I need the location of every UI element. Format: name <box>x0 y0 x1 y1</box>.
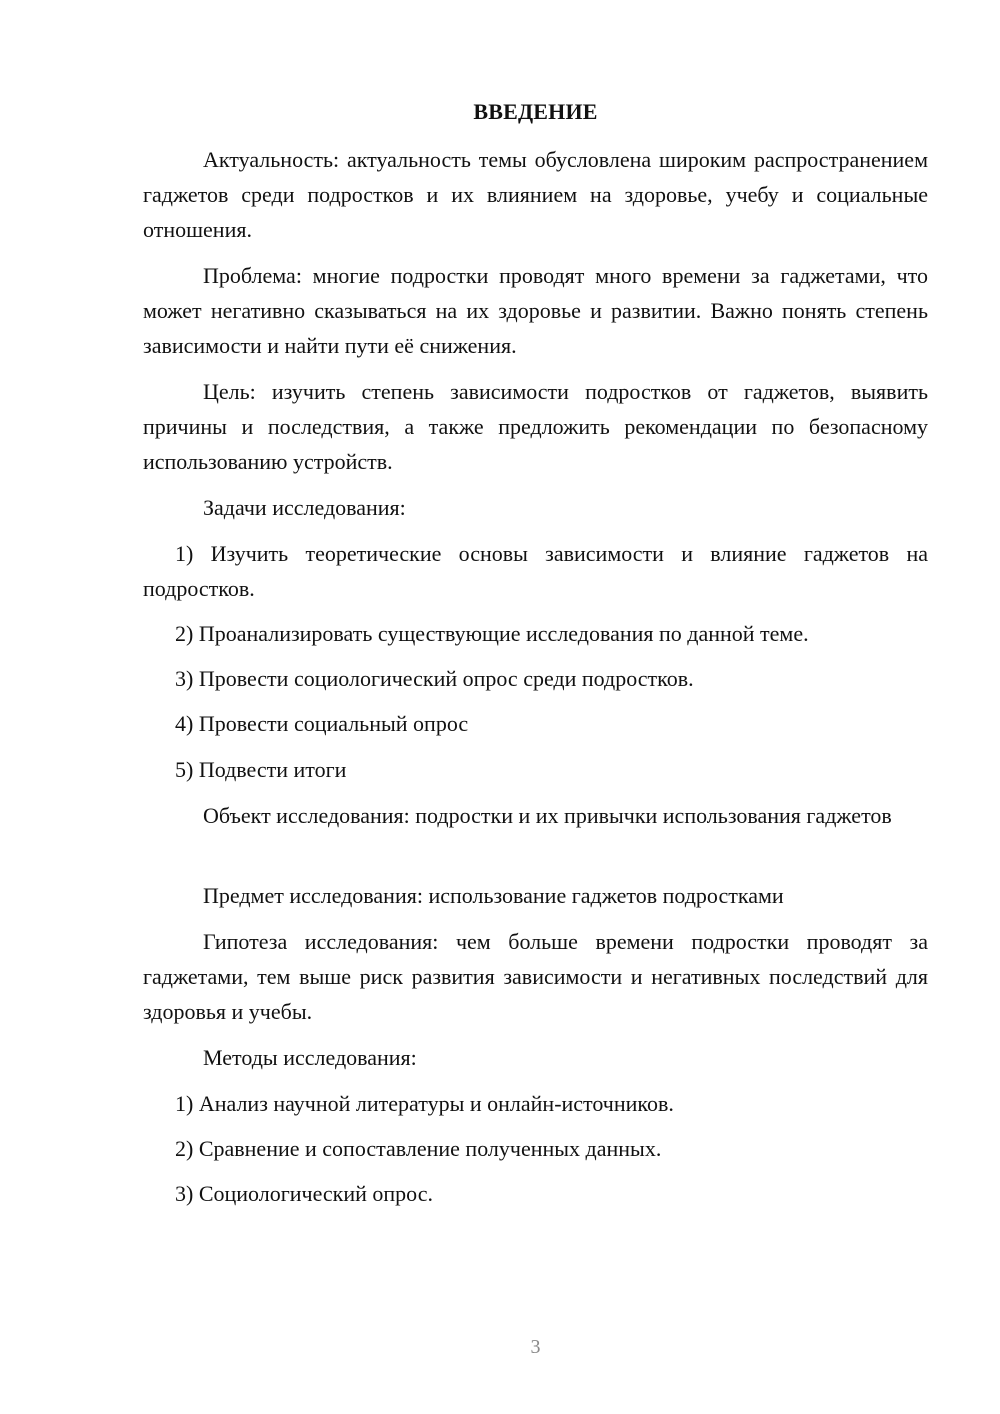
task-item-1: 1) Изучить теоретические основы зависимости и влияние гаджетов на подростков. <box>143 541 928 601</box>
document-page <box>143 0 928 1414</box>
tasks-heading: Задачи исследования: <box>203 495 406 520</box>
method-item-1: 1) Анализ научной литературы и онлайн-источников. <box>175 1091 674 1116</box>
problem-paragraph: Проблема: многие подростки проводят много времени за гаджетами, что может негативно сказываться на их здоровье и развитии. Важно понять степень зависимости и найти пути её снижения. <box>143 263 928 358</box>
method-item-2: 2) Сравнение и сопоставление полученных данных. <box>175 1136 662 1161</box>
task-item-5: 5) Подвести итоги <box>175 757 347 782</box>
task-item-3: 3) Провести социологический опрос среди подростков. <box>175 666 694 691</box>
relevance-paragraph: Актуальность: актуальность темы обусловлена широким распространением гаджетов среди подростков и их влиянием на здоровье, учебу и социальные отношения. <box>143 147 928 242</box>
object-paragraph: Объект исследования: подростки и их привычки использования гаджетов <box>203 803 892 828</box>
task-item-2: 2) Проанализировать существующие исследования по данной теме. <box>175 621 809 646</box>
methods-heading: Методы исследования: <box>203 1045 417 1070</box>
goal-paragraph: Цель: изучить степень зависимости подростков от гаджетов, выявить причины и последствия, а также предложить рекомендации по безопасному использованию устройств. <box>143 379 928 474</box>
method-item-3: 3) Социологический опрос. <box>175 1181 433 1206</box>
subject-paragraph: Предмет исследования: использование гаджетов подростками <box>203 883 784 908</box>
section-title: ВВЕДЕНИЕ <box>473 99 598 124</box>
task-item-4: 4) Провести социальный опрос <box>175 711 469 736</box>
page-number: 3 <box>530 1336 541 1358</box>
hypothesis-paragraph: Гипотеза исследования: чем больше времени подростки проводят за гаджетами, тем выше риск развития зависимости и негативных последствий для здоровья и учебы. <box>143 929 928 1024</box>
